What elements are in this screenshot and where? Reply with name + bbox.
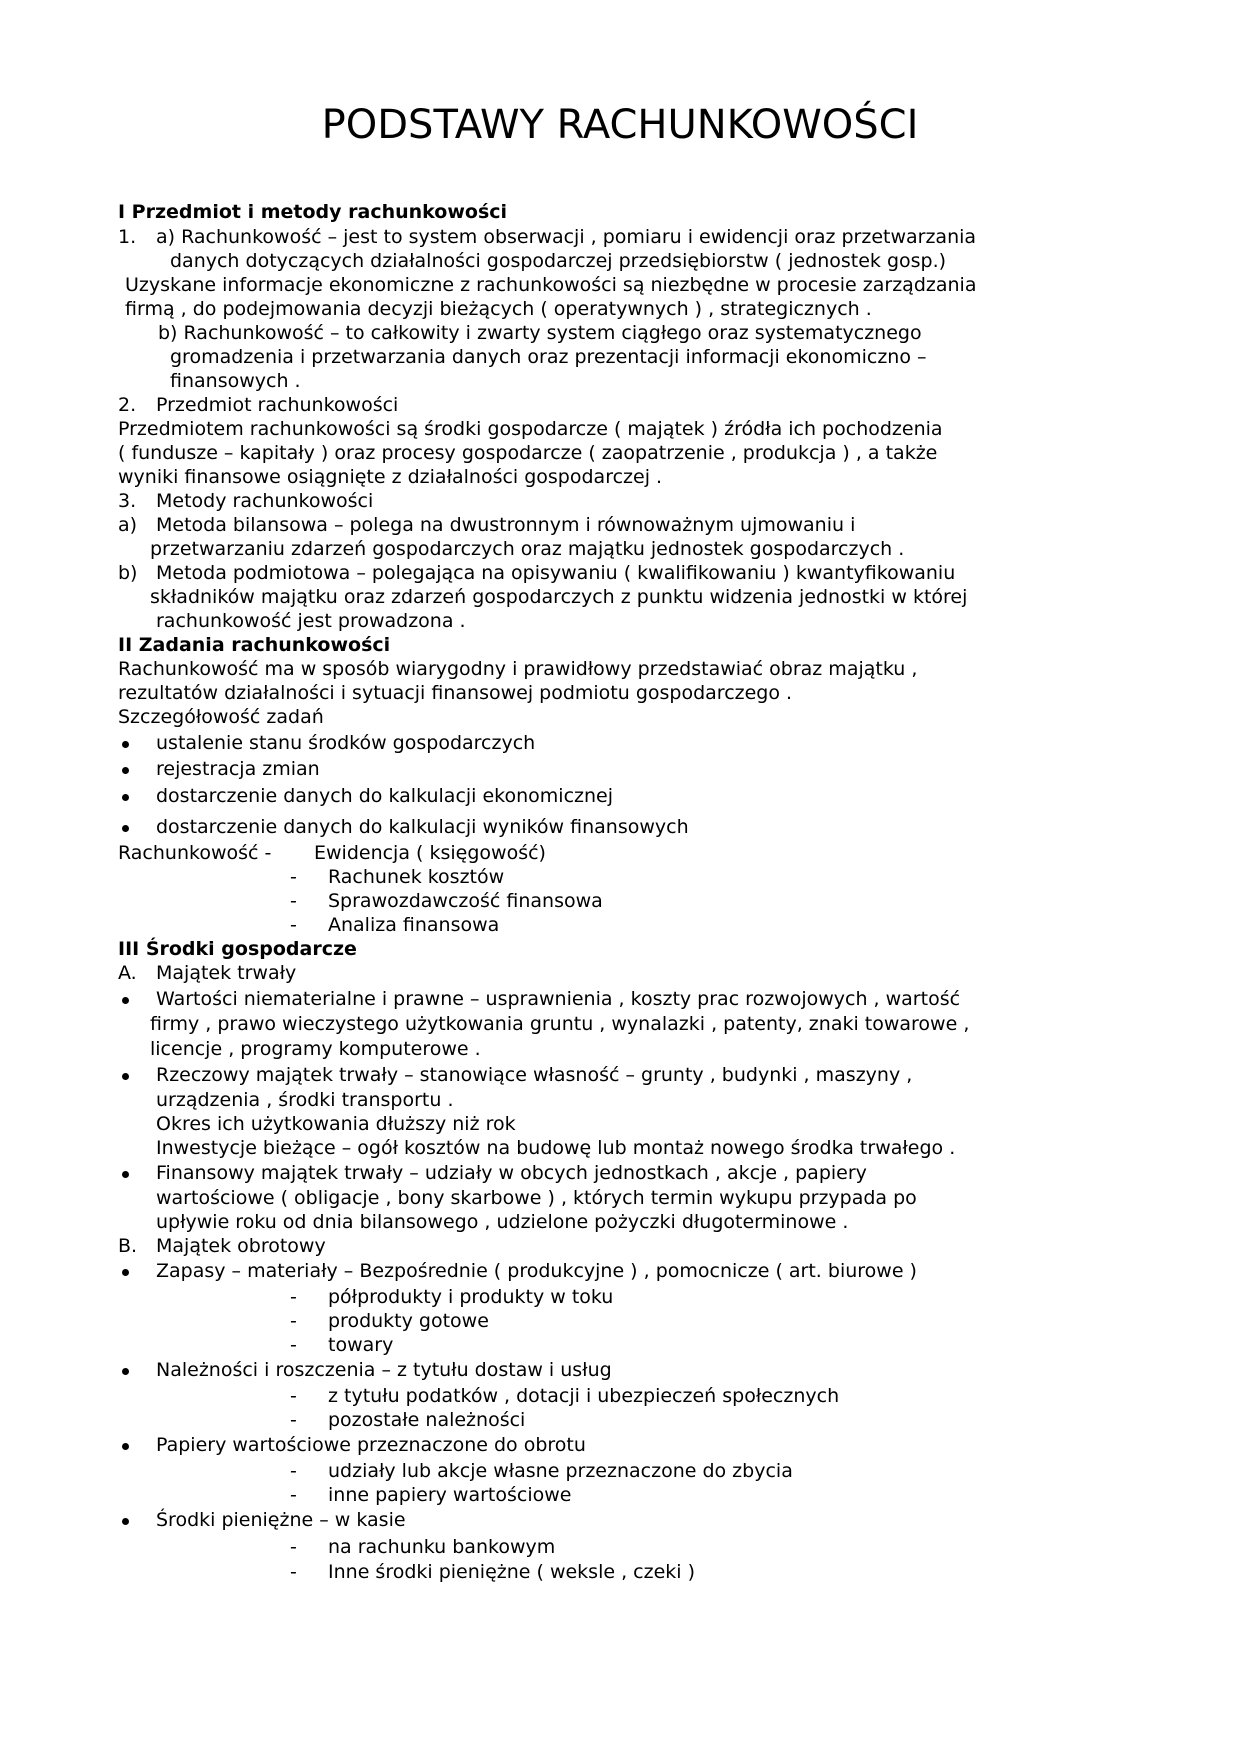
list-letter-a: a) [118,514,138,536]
accounting-item-1: Ewidencja ( księgowość) [314,842,546,864]
method-a-line-1: Metoda bilansowa – polega na dwustronnym i równoważnym ujmowaniu i [156,514,856,536]
receivables-sub-1: z tytułu podatków , dotacji i ubezpieczeń społecznych [328,1385,840,1407]
task-item-3: dostarczenie danych do kalkulacji ekonomicznej [156,785,614,807]
financial-assets-line-2: wartościowe ( obligacje , bony skarbowe ) , których termin wykupu przypada po [156,1187,917,1209]
financial-assets-line-1: Finansowy majątek trwały – udziały w obcych jednostkach , akcje , papiery [156,1162,867,1184]
method-b-line-1: Metoda podmiotowa – polegająca na opisywaniu ( kwalifikowaniu ) kwantyfikowaniu [156,562,956,584]
inventory-item: Zapasy – materiały – Bezpośrednie ( produkcyjne ) , pomocnicze ( art. biurowe ) [156,1260,917,1282]
receivables-sub-2: pozostałe należności [328,1409,526,1431]
method-a-line-2: przetwarzaniu zdarzeń gospodarczych oraz majątku jednostek gospodarczych . [150,538,905,560]
paragraph-1-line-1: Uzyskane informacje ekonomiczne z rachunkowości są niezbędne w procesie zarządzania [125,274,977,296]
fixed-assets-heading: Majątek trwały [156,962,297,984]
dash-marker: - [290,1536,297,1558]
intangible-line-1: Wartości niematerialne i prawne – usprawnienia , koszty prac rozwojowych , wartość [156,988,961,1010]
inventory-sub-2: produkty gotowe [328,1310,489,1332]
list-letter-b: b) [118,562,138,584]
paragraph-2-line-1: Przedmiotem rachunkowości są środki gospodarcze ( majątek ) źródła ich pochodzenia [118,418,943,440]
accounting-item-3: Sprawozdawczość finansowa [328,890,603,912]
intangible-line-3: licencje , programy komputerowe . [150,1038,481,1060]
tangible-line-1: Rzeczowy majątek trwały – stanowiące własność – grunty , budynki , maszyny , [156,1064,913,1086]
item-1b-line-1: b) Rachunkowość – to całkowity i zwarty system ciągłego oraz systematycznego [158,322,922,344]
inventory-sub-1: półprodukty i produkty w toku [328,1286,614,1308]
bullet-icon [122,1269,129,1276]
dash-marker: - [290,866,297,888]
financial-assets-line-3: upływie roku od dnia bilansowego , udzielone pożyczki długoterminowe . [156,1211,849,1233]
bullet-icon [122,741,129,748]
item-1-line-1: a) Rachunkowość – jest to system obserwacji , pomiaru i ewidencji oraz przetwarzania [156,226,977,248]
securities-sub-1: udziały lub akcje własne przeznaczone do zbycia [328,1460,793,1482]
dash-marker: - [290,1484,297,1506]
cash-sub-2: Inne środki pieniężne ( weksle , czeki ) [328,1561,696,1583]
bullet-icon [122,1443,129,1450]
tangible-line-2: urządzenia , środki transportu . [156,1089,454,1111]
bullet-icon [122,1518,129,1525]
paragraph-2-line-3: wyniki finansowe osiągnięte z działalności gospodarczej . [118,466,663,488]
current-assets-heading: Majątek obrotowy [156,1235,326,1257]
list-letter-B: B. [118,1235,138,1257]
item-1b-line-2: gromadzenia i przetwarzania danych oraz prezentacji informacji ekonomiczno – [170,346,927,368]
method-b-line-2: składników majątku oraz zdarzeń gospodarczych z punktu widzenia jednostki w której [150,586,968,608]
list-number-2: 2. [118,394,137,416]
accounting-item-4: Analiza finansowa [328,914,500,936]
list-number-3: 3. [118,490,137,512]
paragraph-3-line-2: rezultatów działalności i sytuacji finansowej podmiotu gospodarczego . [118,682,793,704]
accounting-label: Rachunkowość - [118,842,272,864]
dash-marker: - [290,1385,297,1407]
dash-marker: - [290,914,297,936]
accounting-item-2: Rachunek kosztów [328,866,505,888]
tangible-line-4: Inwestycje bieżące – ogół kosztów na budowę lub montaż nowego środka trwałego . [156,1137,956,1159]
dash-marker: - [290,890,297,912]
paragraph-3-line-3: Szczegółowość zadań [118,706,324,728]
bullet-icon [122,997,129,1004]
task-item-4: dostarczenie danych do kalkulacji wyników finansowych [156,816,689,838]
task-item-1: ustalenie stanu środków gospodarczych [156,732,536,754]
item-1b-line-3: finansowych . [170,370,301,392]
cash-item: Środki pieniężne – w kasie [156,1509,406,1531]
method-b-line-3: rachunkowość jest prowadzona . [156,610,466,632]
cash-sub-1: na rachunku bankowym [328,1536,556,1558]
paragraph-3-line-1: Rachunkowość ma w sposób wiarygodny i prawidłowy przedstawiać obraz majątku , [118,658,918,680]
inventory-sub-3: towary [328,1334,394,1356]
page-title: PODSTAWY RACHUNKOWOŚCI [321,102,919,148]
dash-marker: - [290,1409,297,1431]
paragraph-1-line-2: firmą , do podejmowania decyzji bieżących ( operatywnych ) , strategicznych . [125,298,872,320]
dash-marker: - [290,1310,297,1332]
securities-sub-2: inne papiery wartościowe [328,1484,572,1506]
dash-marker: - [290,1460,297,1482]
section-heading-3: III Środki gospodarcze [118,938,357,960]
dash-marker: - [290,1334,297,1356]
tangible-line-3: Okres ich użytkowania dłuższy niż rok [156,1113,516,1135]
bullet-icon [122,767,129,774]
bullet-icon [122,1171,129,1178]
item-2: Przedmiot rachunkowości [156,394,399,416]
dash-marker: - [290,1286,297,1308]
item-3: Metody rachunkowości [156,490,374,512]
bullet-icon [122,1368,129,1375]
list-letter-A: A. [118,962,137,984]
list-number-1: 1. [118,226,137,248]
bullet-icon [122,825,129,832]
intangible-line-2: firmy , prawo wieczystego użytkowania gruntu , wynalazki , patenty, znaki towarowe , [150,1013,970,1035]
paragraph-2-line-2: ( fundusze – kapitały ) oraz procesy gospodarcze ( zaopatrzenie , produkcja ) , a także [118,442,938,464]
bullet-icon [122,794,129,801]
bullet-icon [122,1073,129,1080]
section-heading-2: II Zadania rachunkowości [118,634,391,656]
section-heading-1: I Przedmiot i metody rachunkowości [118,201,508,223]
securities-item: Papiery wartościowe przeznaczone do obrotu [156,1434,586,1456]
item-1-line-2: danych dotyczących działalności gospodarczej przedsiębiorstw ( jednostek gosp.) [170,250,947,272]
receivables-item: Należności i roszczenia – z tytułu dostaw i usług [156,1359,612,1381]
task-item-2: rejestracja zmian [156,758,320,780]
dash-marker: - [290,1561,297,1583]
